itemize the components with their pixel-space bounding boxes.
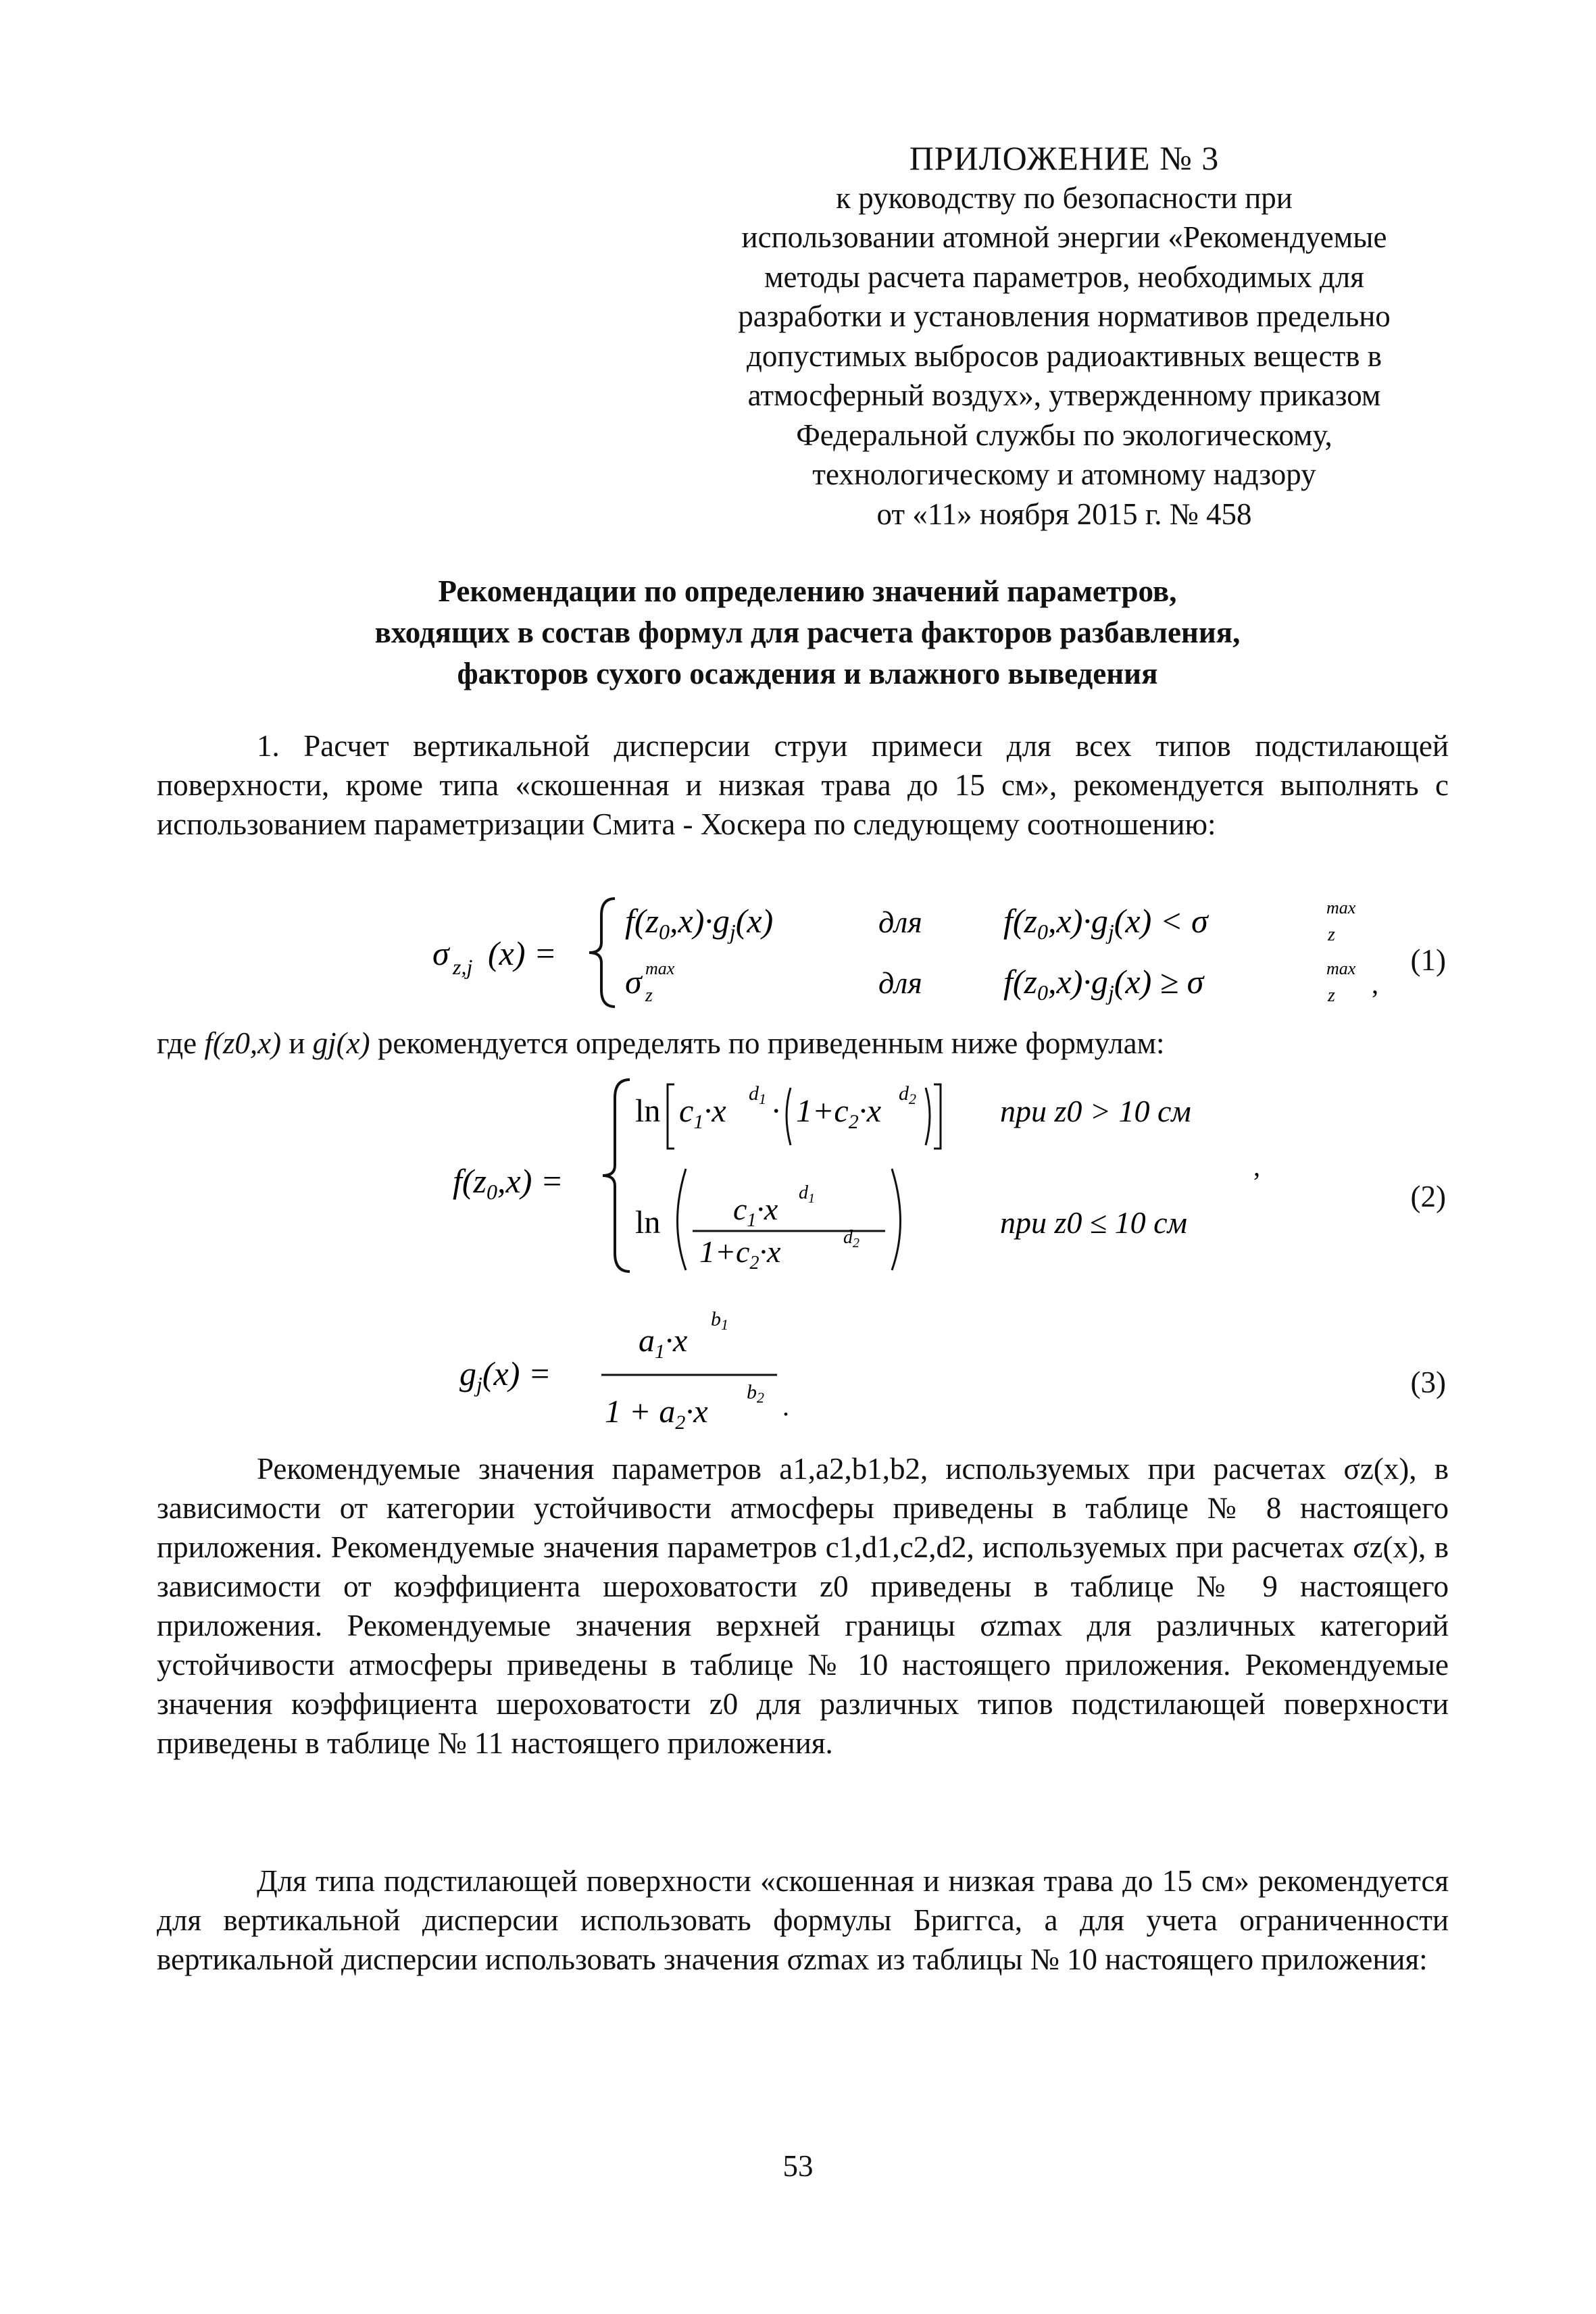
svg-text:при z0 ≤ 10 см: при z0 ≤ 10 см: [1000, 1205, 1187, 1240]
svg-text:z: z: [1328, 985, 1335, 1006]
svg-text:f(z0,x)·gj(x): $f(z_0,x)\cdot g_j(x)$: [625, 902, 774, 944]
svg-text:1+c2·x: $1+c_2\cdot x$: [796, 1093, 882, 1133]
equation-number-3: (3): [1410, 1365, 1446, 1399]
svg-text:для: для: [878, 905, 922, 939]
svg-text:f(z0,x)·gj(x) < σ: $f(z_0,x)\cdot g_j(x) < \sigma$: [1003, 902, 1208, 944]
annex-header: [676, 139, 1453, 534]
formula-2: [453, 1074, 1399, 1277]
svg-text:σ: σ: [625, 963, 642, 1001]
annex-line: к руководству по безопасности при: [836, 180, 1293, 215]
svg-text:1+c2·x: $1+c_2\cdot x$: [699, 1234, 781, 1274]
svg-text:при z0 > 10 см: при z0 > 10 см: [1000, 1094, 1191, 1128]
annex-line: атмосферный воздух», утвержденному приказом: [747, 378, 1381, 412]
svg-text:(x) =: (x) =: [488, 934, 557, 972]
paragraph-1: 1. Расчет вертикальной дисперсии струи примеси для всех типов подстилающей поверхности, кроме типа «скошенная и низкая трава до 15 см», рекомендуется выполнять с использованием параметризации Смита - Хоскера по следующему соотношению:: [157, 729, 1449, 841]
annex-line: от «11» ноября 2015 г. № 458: [876, 497, 1252, 531]
page-number: 53: [782, 2149, 814, 2183]
svg-text:max: max: [1326, 898, 1356, 917]
svg-text:gj(x) =: $g_j(x)$ =: [459, 1355, 551, 1397]
where-prefix: где: [157, 1026, 205, 1060]
where-line: [157, 1024, 1165, 1063]
heading-line: Рекомендации по определению значений параметров,: [438, 574, 1177, 608]
heading-line: факторов сухого осаждения и влажного выведения: [457, 657, 1158, 690]
svg-text:d2: $d_2$: [843, 1227, 859, 1251]
svg-text:a1·x: $a_1\cdot x$: [639, 1323, 688, 1363]
svg-text:·: ·: [772, 1093, 780, 1129]
annex-line: разработки и установления нормативов предельно: [738, 299, 1391, 333]
section-heading: [182, 571, 1432, 695]
svg-text:ln: ln: [635, 1093, 661, 1129]
paragraph-2: Рекомендуемые значения параметров a1,a2,b1,b2, используемых при расчетах σz(x), в зависимости от категории устойчивости атмосферы приведены в таблице № 8 настоящего приложения. Рекомендуемые значения параметров c1,d1,c2,d2, используемых при расчетах σz(x), в зависимости от коэффициента шероховатости z0 приведены в таблице № 9 настоящего приложения. Рекомендуемые значения верхней границы σzmax для различных категорий устойчивости атмосферы приведены в таблице № 10 настоящего приложения. Рекомендуемые значения коэффициента шероховатости z0 для различных типов подстилающей поверхности приведены в таблице № 11 настоящего приложения.: [157, 1452, 1449, 1760]
svg-text:z: z: [645, 985, 653, 1006]
formula-1: [432, 885, 1392, 1020]
svg-text:b2: $b_2$: [747, 1381, 764, 1406]
svg-text:c1·x: $c_1\cdot x$: [679, 1093, 726, 1133]
svg-text:d1: $d_1$: [799, 1182, 815, 1206]
svg-text:ln: ln: [635, 1205, 661, 1240]
g-term: gj(x): [312, 1026, 370, 1060]
svg-text:1 + a2·x: $1 + a_2\cdot x$: [605, 1394, 708, 1434]
annex-title: ПРИЛОЖЕНИЕ № 3: [909, 139, 1220, 177]
svg-text:f(z0,x) =: $f(z_0,x)$ =: [453, 1162, 564, 1204]
svg-text:z: z: [1328, 924, 1335, 945]
annex-line: Федеральной службы по экологическому,: [796, 418, 1332, 452]
annex-line: методы расчета параметров, необходимых для: [764, 259, 1364, 294]
svg-text:d2: $d_2$: [899, 1082, 916, 1107]
heading-line: входящих в состав формул для расчета факторов разбавления,: [374, 615, 1241, 649]
equation-number-1: (1): [1410, 943, 1446, 977]
where-and: и: [281, 1026, 313, 1060]
left-brace: [603, 1080, 630, 1272]
svg-text:b1: $b_1$: [711, 1308, 728, 1333]
formula-3: [459, 1297, 811, 1439]
svg-text:z,j: z,j: [453, 955, 473, 979]
svg-text:,: ,: [1253, 1151, 1260, 1182]
svg-text:σ: σ: [432, 934, 449, 972]
svg-text:max: max: [645, 959, 675, 978]
where-rest: рекомендуется определять по приведенным ниже формулам:: [370, 1026, 1165, 1060]
svg-text:f(z0,x)·gj(x) ≥ σ: $f(z_0,x)\cdot g_j(x) \ge \sigma$: [1003, 963, 1204, 1005]
annex-line: использовании атомной энергии «Рекомендуемые: [741, 220, 1387, 254]
svg-text:d1: $d_1$: [749, 1082, 766, 1107]
left-brace: [589, 899, 615, 1007]
paragraph-3: Для типа подстилающей поверхности «скошенная и низкая трава до 15 см» рекомендуется для вертикальной дисперсии использовать формулы Бриггса, а для учета ограниченности вертикальной дисперсии использовать значения σzmax из таблицы № 10 настоящего приложения:: [157, 1864, 1449, 1976]
annex-line: допустимых выбросов радиоактивных веществ в: [747, 338, 1382, 373]
annex-line: технологическому и атомному надзору: [812, 457, 1316, 491]
svg-text:,: ,: [1372, 969, 1378, 999]
svg-text:для: для: [878, 965, 922, 1000]
svg-text:c1·x: $c_1\cdot x$: [733, 1192, 778, 1231]
f-term: f(z0,x): [204, 1026, 282, 1060]
svg-text:.: .: [782, 1391, 789, 1422]
equation-number-2: (2): [1410, 1180, 1446, 1213]
svg-text:max: max: [1326, 959, 1356, 978]
